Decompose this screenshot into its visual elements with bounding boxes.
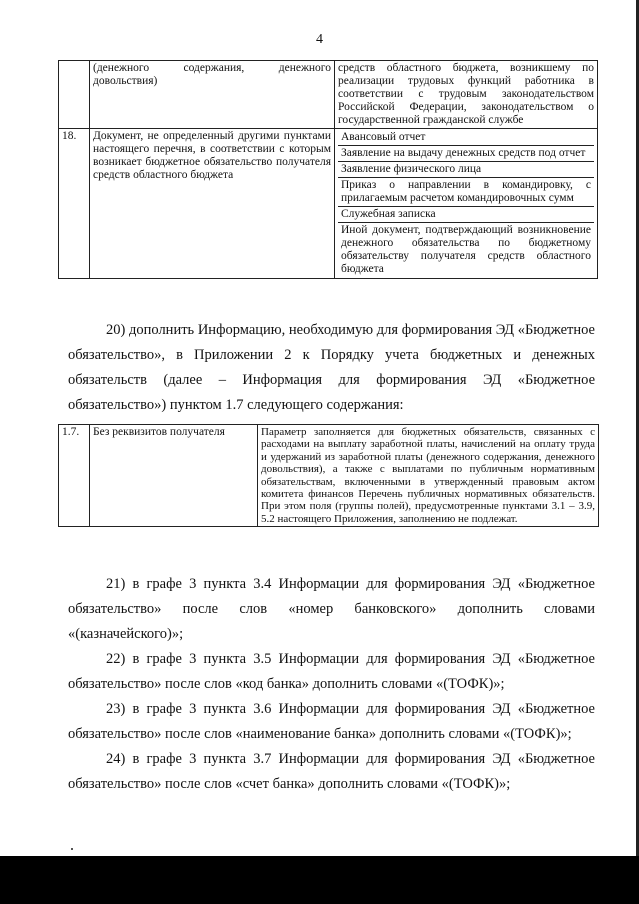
list-item: Заявление физического лица — [338, 161, 594, 177]
list-item: Приказ о направлении в командировку, с прилагаемым расчетом командировочных сумм — [338, 177, 594, 206]
paragraph-22-text: 22) в графе 3 пункта 3.5 Информации для формирования ЭД «Бюджетное обязательство» после слов «код банка» дополнить словами «(ТОФК)»; — [68, 651, 595, 692]
document-table-2 — [58, 424, 599, 527]
scan-artifact — [71, 848, 73, 850]
table-cell-description: (денежного содержания, денежного довольствия) — [90, 61, 335, 129]
paragraph-23-text: 23) в графе 3 пункта 3.6 Информации для формирования ЭД «Бюджетное обязательство» после слов «наименование банка» дополнить словами «(ТОФК)»; — [68, 701, 595, 742]
list-item: Заявление на выдачу денежных средств под отчет — [338, 145, 594, 161]
document-table-1 — [58, 60, 598, 279]
paragraph-24 — [68, 747, 595, 797]
list-item: Служебная записка — [338, 206, 594, 222]
table-cell-number: 18. — [59, 129, 90, 279]
table-cell-documents-list — [335, 129, 598, 279]
table-cell-description: Документ, не определенный другими пунктами настоящего перечня, в соответствии с которым возникает бюджетное обязательство получателя средств областного бюджета — [90, 129, 335, 279]
table-cell-documents: средств областного бюджета, возникшему по реализации трудовых функций работника в соответствии с трудовым законодательством Российской Федерации, законодательством о государственной гражданской службе — [335, 61, 598, 129]
table-row — [59, 425, 599, 527]
paragraph-21 — [68, 572, 595, 647]
table-row — [59, 129, 598, 279]
table-cell-rule: Параметр заполняется для бюджетных обязательств, связанных с расходами на выплату заработной платы, начислений на оплату труда и удержаний из заработной платы (денежного содержания, денежного довольствия), а также с выплатами по публичным нормативным обязательствам, включенными в утвержденный правовым актом комитета финансов Перечень публичных нормативных обязательств. При этом поля (группы полей), предусмотренные пунктами 3.1 – 3.9, 5.2 настоящего Приложения, заполнению не подлежат. — [258, 425, 599, 527]
table-row — [59, 61, 598, 129]
list-item: Иной документ, подтверждающий возникновение денежного обязательства по бюджетному обязательству получателя средств областного бюджета — [338, 222, 594, 277]
table-cell-number: 1.7. — [59, 425, 90, 527]
list-item: Авансовый отчет — [341, 131, 426, 143]
paragraph-20 — [68, 318, 595, 418]
table-cell-number — [59, 61, 90, 129]
paragraph-20-text: 20) дополнить Информацию, необходимую для формирования ЭД «Бюджетное обязательство», в Приложении 2 к Порядку учета бюджетных и денежных обязательств (далее – Информация для формирования ЭД «Бюджетное обязательство») пунктом 1.7 следующего содержания: — [68, 322, 595, 413]
paragraph-21-text: 21) в графе 3 пункта 3.4 Информации для формирования ЭД «Бюджетное обязательство» после слов «номер банковского» дополнить словами «(казначейского)»; — [68, 576, 595, 642]
scan-bottom-border — [0, 856, 639, 904]
paragraph-23 — [68, 697, 595, 747]
table-cell-field: Без реквизитов получателя — [90, 425, 258, 527]
page-number: 4 — [316, 32, 323, 47]
paragraph-22 — [68, 647, 595, 697]
paragraph-24-text: 24) в графе 3 пункта 3.7 Информации для формирования ЭД «Бюджетное обязательство» после слов «счет банка» дополнить словами «(ТОФК)»; — [68, 751, 595, 792]
